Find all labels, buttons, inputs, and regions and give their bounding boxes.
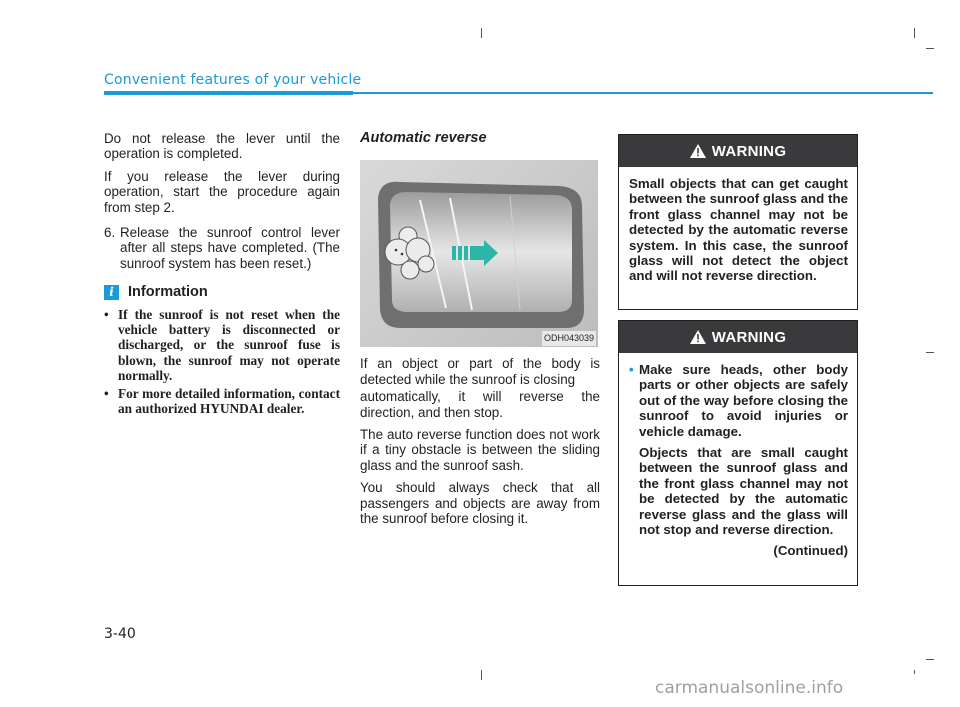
crop-mark bbox=[926, 48, 934, 49]
warning-header bbox=[619, 135, 857, 167]
info-icon: i bbox=[104, 285, 119, 300]
warning-bullet-text: Make sure heads, other body parts or other objects are safely out of the way before closing the sunroof to avoid injuries or vehicle damage. bbox=[639, 362, 848, 439]
paragraph: You should always check that all passengers and objects are away from the sunroof before closing it. bbox=[360, 480, 600, 527]
crop-mark bbox=[926, 352, 934, 353]
crop-mark bbox=[914, 670, 915, 674]
bullet-icon: • bbox=[104, 306, 109, 322]
list-item-text: For more detailed information, contact an authorized HYUNDAI dealer. bbox=[118, 385, 340, 417]
paragraph: automatically, it will reverse the direction, and then stop. bbox=[360, 389, 600, 420]
list-item bbox=[104, 386, 340, 417]
information-header bbox=[104, 285, 340, 300]
sunroof-drawing bbox=[360, 160, 598, 347]
warning-box bbox=[618, 134, 858, 310]
bullet-icon: • bbox=[629, 362, 634, 377]
list-item bbox=[104, 307, 340, 384]
crop-mark bbox=[481, 670, 482, 680]
warning-text: Small objects that can get caught between the sunroof glass and the front glass channel may not be detected by the automatic reverse system. In this case, the sunroof glass will not detect the object and will not reverse direction. bbox=[629, 176, 848, 284]
crop-mark bbox=[914, 28, 915, 38]
subsection-heading: Automatic reverse bbox=[360, 130, 487, 146]
list-item-text: If the sunroof is not reset when the vehicle battery is disconnected or discharged, or the sunroof fuse is blown, the sunroof may not operate normally. bbox=[118, 306, 340, 384]
paragraph: If you release the lever during operation, start the procedure again from step 2. bbox=[104, 168, 340, 215]
warning-paragraph: Objects that are small caught between the sunroof glass and the front glass channel may not be detected by the automatic reverse glass and the glass will not stop and reverse direction. bbox=[639, 445, 848, 538]
paragraph: If an object or part of the body is detected while the sunroof is closing bbox=[360, 356, 600, 387]
paragraph: The auto reverse function does not work if a tiny obstacle is between the sliding glass and the sunroof sash. bbox=[360, 427, 600, 473]
step-text: Release the sunroof control lever after all steps have completed. (The sunroof system has been reset.) bbox=[120, 225, 340, 271]
continued-label: (Continued) bbox=[773, 543, 848, 559]
bullet-icon: • bbox=[104, 385, 109, 401]
warning-title: WARNING bbox=[711, 328, 787, 346]
header-rule-thick bbox=[104, 91, 353, 95]
paragraph: Do not release the lever until the operation is completed. bbox=[104, 131, 340, 162]
figure-code: ODH043039 bbox=[542, 331, 596, 346]
watermark: carmanualsonline.info bbox=[655, 678, 844, 698]
section-title: Convenient features of your vehicle bbox=[104, 72, 362, 88]
middle-column bbox=[360, 131, 600, 533]
page-number: 3-40 bbox=[104, 626, 136, 642]
crop-mark bbox=[926, 659, 934, 660]
warning-body bbox=[619, 353, 857, 559]
information-list bbox=[104, 307, 340, 417]
crop-mark bbox=[481, 28, 482, 38]
left-column bbox=[104, 131, 340, 419]
step-6 bbox=[104, 225, 340, 271]
warning-header bbox=[619, 321, 857, 353]
information-title: Information bbox=[128, 284, 208, 301]
list-item bbox=[629, 362, 848, 439]
header-rule-thin bbox=[353, 92, 933, 94]
warning-triangle-icon bbox=[690, 144, 706, 158]
warning-title: WARNING bbox=[711, 142, 787, 160]
step-number: 6. bbox=[104, 225, 116, 241]
sunroof-illustration bbox=[360, 160, 598, 347]
warning-triangle-icon bbox=[690, 330, 706, 344]
warning-box bbox=[618, 320, 858, 586]
